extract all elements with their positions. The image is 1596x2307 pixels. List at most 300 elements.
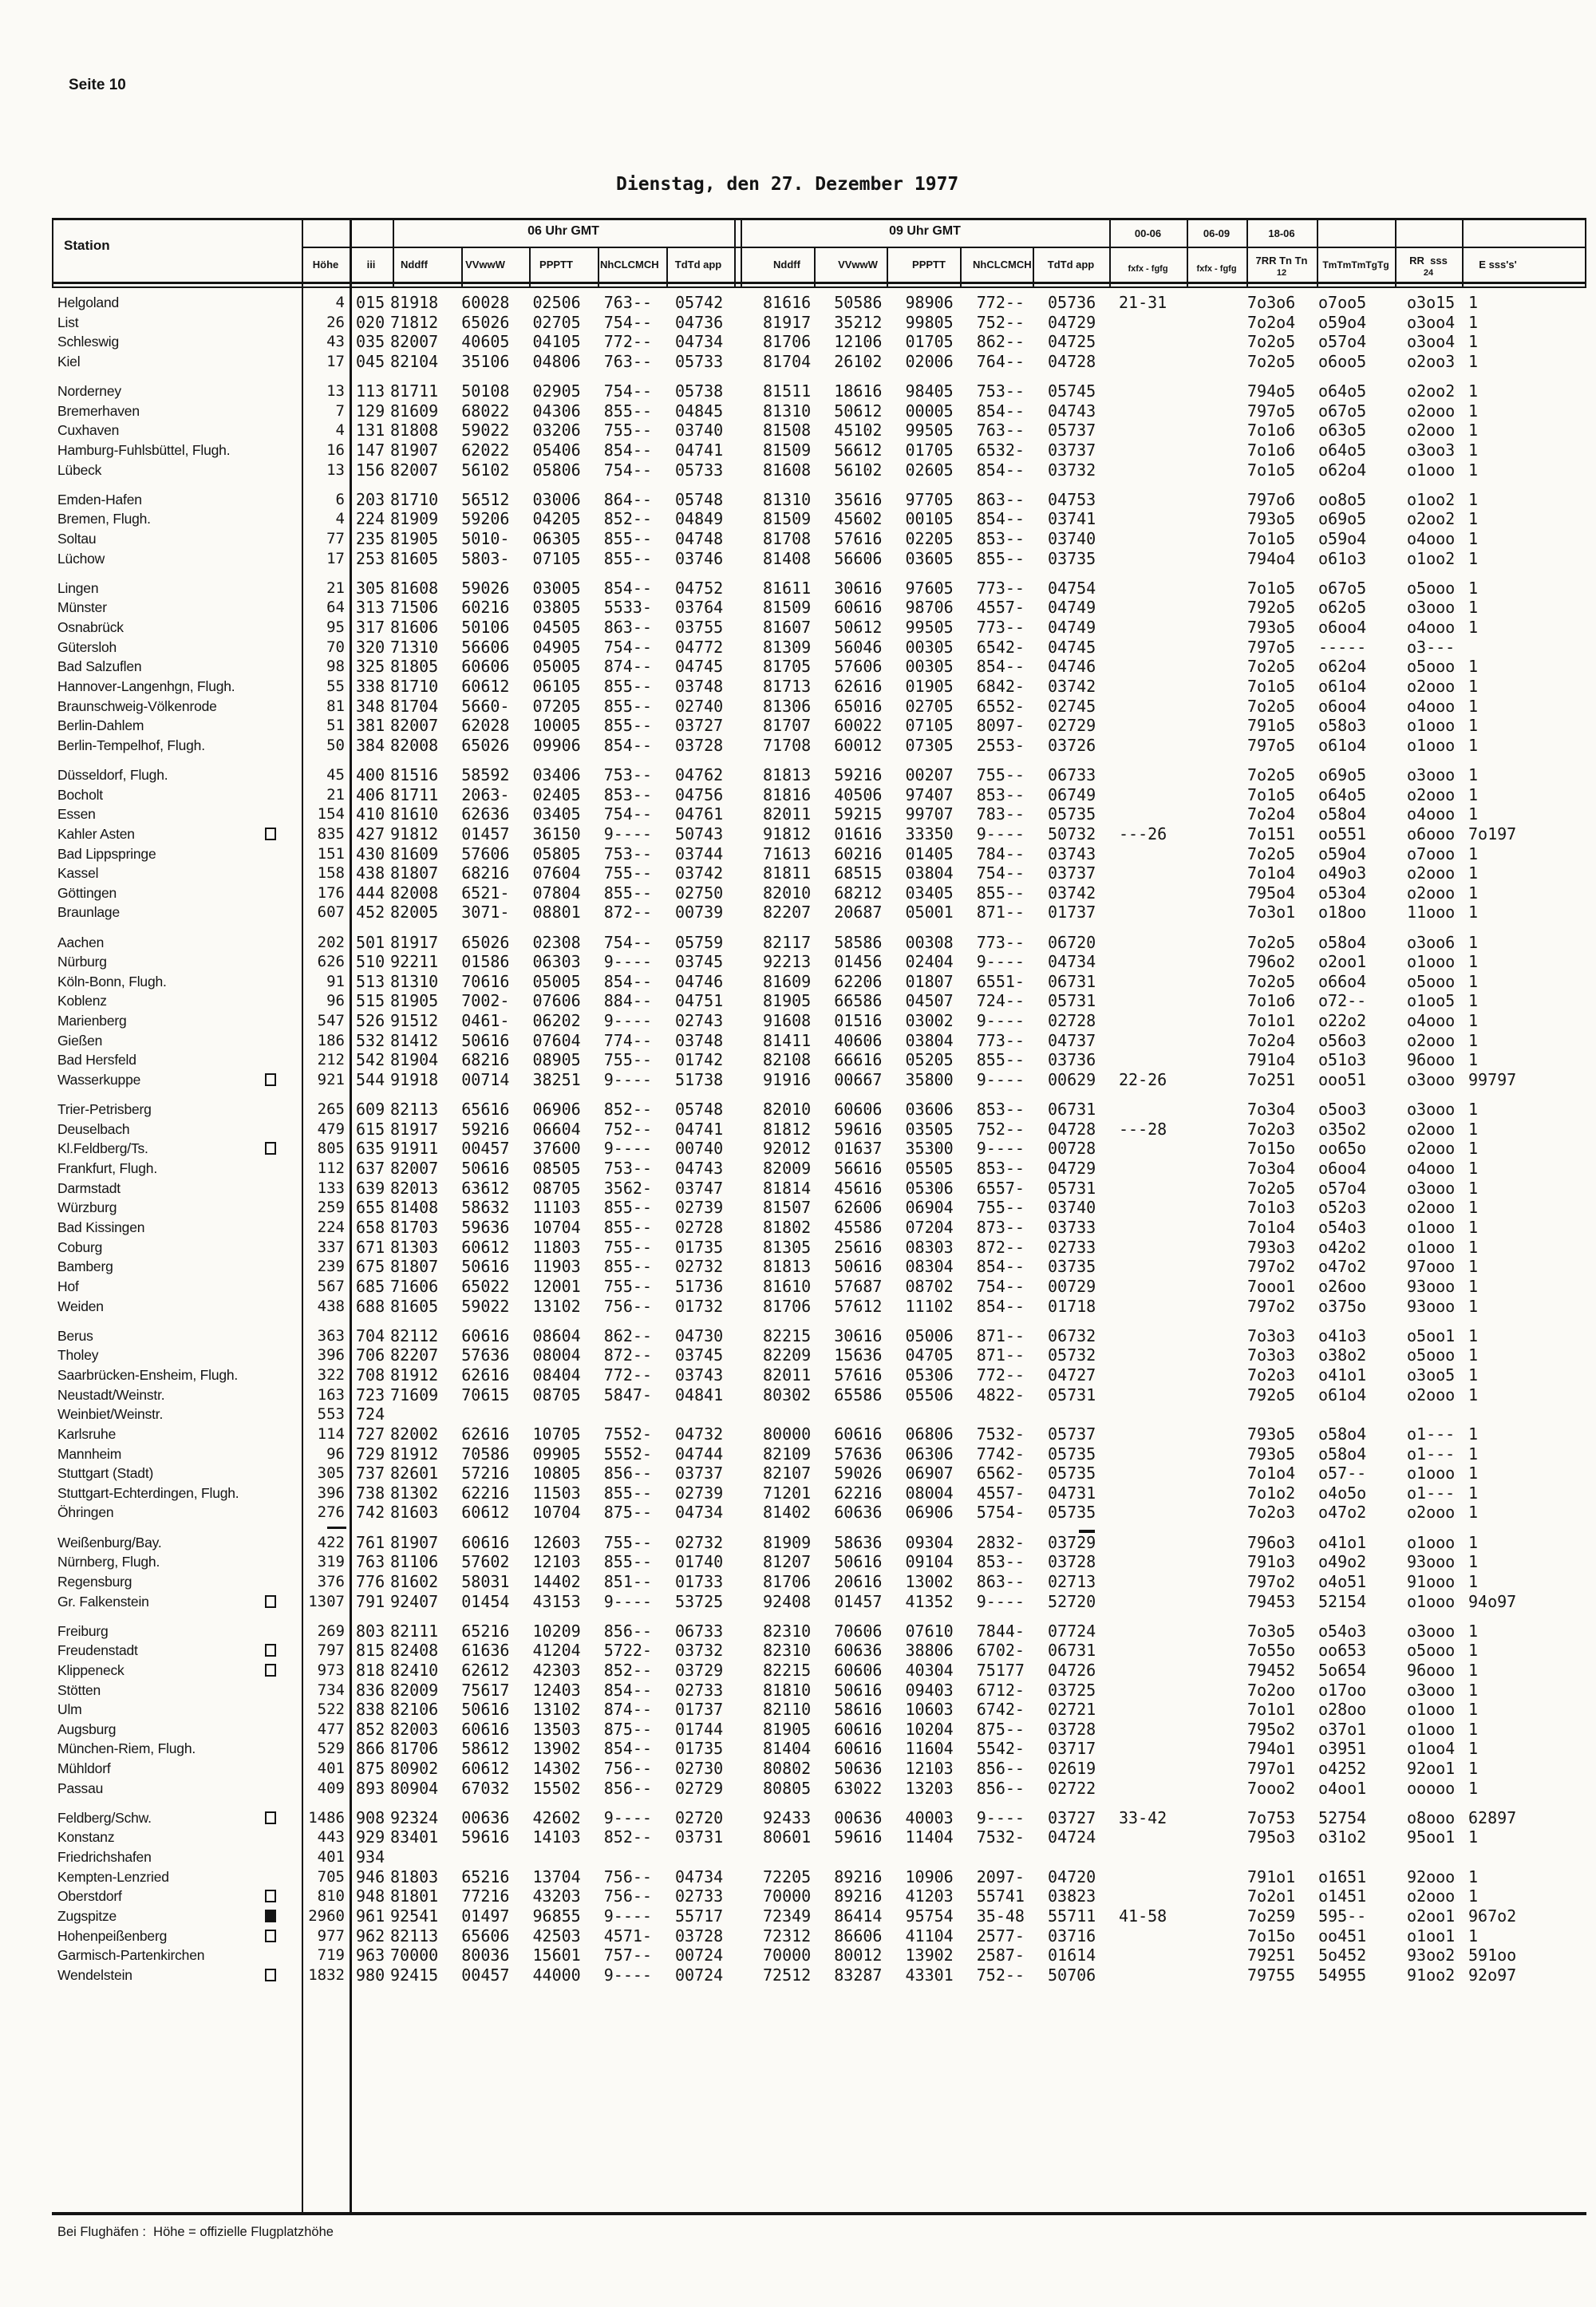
station-name: Essen	[57, 806, 96, 822]
iii-value: 510	[356, 952, 385, 971]
rr7-value: 791o4	[1247, 1050, 1296, 1069]
station-name: Düsseldorf, Flugh.	[57, 767, 168, 783]
hoehe-value: 337	[317, 1238, 345, 1256]
iii-value: 381	[356, 716, 385, 735]
iii-value: 532	[356, 1031, 385, 1050]
obs-06utc: 82408 61636 41204 5722- 03732	[390, 1641, 724, 1660]
fx-00-06-value: 41-58	[1119, 1906, 1167, 1926]
rr24-value: 96ooo	[1407, 1661, 1456, 1680]
hoehe-value: 96	[326, 992, 345, 1009]
obs-06utc: 82113 65616 06906 852-- 05748	[390, 1100, 724, 1119]
iii-value: 406	[356, 785, 385, 804]
rr24-value: o3oo5	[1407, 1365, 1456, 1385]
hoehe-value: 13	[326, 461, 345, 479]
rr24-value: o1oo1	[1407, 1926, 1456, 1946]
tm-value: o41o3	[1318, 1326, 1367, 1345]
tm-value: ooo51	[1318, 1070, 1367, 1089]
hoehe-value: 319	[317, 1553, 345, 1570]
summit-station-square-icon	[265, 1910, 276, 1922]
tm-value: o67o5	[1318, 401, 1367, 421]
e-header: E sss's'	[1479, 259, 1517, 271]
hoehe-value: 977	[317, 1927, 345, 1945]
tm-value: oo653	[1318, 1641, 1367, 1660]
station-name: Kassel	[57, 865, 99, 881]
hoehe-value: 376	[317, 1573, 345, 1590]
tm-value: o1651	[1318, 1867, 1367, 1886]
station-name: Regensburg	[57, 1574, 132, 1590]
hoehe-value: 77	[326, 530, 345, 547]
iii-value: 791	[356, 1592, 385, 1611]
iii-value: 317	[356, 618, 385, 637]
obs-06utc: 81917 59216 06604 752-- 04741	[390, 1120, 724, 1139]
obs-06utc: 81905 5010- 06305 855-- 04748	[390, 529, 724, 548]
rr7-value: 7o753	[1247, 1808, 1296, 1827]
rr24-value: o2ooo	[1407, 785, 1456, 804]
obs-06utc: 82005 3071- 08801 872-- 00739	[390, 903, 724, 922]
station-name: Konstanz	[57, 1829, 115, 1845]
obs-09utc: 81309 56046 00305 6542- 04745	[763, 638, 1096, 657]
e-value: 1	[1468, 1827, 1479, 1847]
rr24-value: 96ooo	[1407, 1050, 1456, 1069]
tdtd-06-header: TdTd app	[674, 259, 722, 271]
e-value: 1	[1468, 1277, 1479, 1296]
rr24-value: o2ooo	[1407, 1139, 1456, 1158]
e-value: 1	[1468, 1661, 1479, 1680]
e-value: 1	[1468, 1139, 1479, 1158]
obs-09utc: 81508 45102 99505 763-- 05737	[763, 421, 1096, 440]
station-name: Wasserkuppe	[57, 1072, 141, 1088]
hoehe-value: 26	[326, 314, 345, 331]
hoehe-value: 547	[317, 1012, 345, 1029]
e-value: 1	[1468, 1198, 1479, 1217]
rr24-value: 91oo2	[1407, 1965, 1456, 1985]
obs-09utc: 81402 60636 06906 5754- 05735	[763, 1503, 1096, 1522]
station-name: Berlin-Dahlem	[57, 717, 144, 733]
rr24-value: o3oo3	[1407, 440, 1456, 460]
e-value: 1	[1468, 1759, 1479, 1778]
footer-note: Bei Flughäfen : Höhe = offizielle Flugplatzhöhe	[57, 2225, 334, 2239]
rr24-value: 11ooo	[1407, 903, 1456, 922]
iii-value: 384	[356, 736, 385, 755]
obs-09utc: 80601 59616 11404 7532- 04724	[763, 1827, 1096, 1847]
rr7-value: 7o259	[1247, 1906, 1296, 1926]
obs-06utc: 92324 00636 42602 9---- 02720	[390, 1808, 724, 1827]
summit-station-square-icon	[265, 1142, 276, 1155]
e-value: 1	[1468, 1681, 1479, 1700]
tm-value: oo451	[1318, 1926, 1367, 1946]
obs-09utc: 81707 60022 07105 8097- 02729	[763, 716, 1096, 735]
rr24-value: 95oo1	[1407, 1827, 1456, 1847]
obs-09utc: 81811 68515 03804 754-- 03737	[763, 863, 1096, 883]
obs-06utc: 92407 01454 43153 9---- 53725	[390, 1592, 724, 1611]
rr7-value: 7o2o5	[1247, 933, 1296, 952]
rr7-value: 7o2o5	[1247, 332, 1296, 351]
obs-09utc: 82209 15636 04705 871-- 05732	[763, 1345, 1096, 1365]
e-value: 1	[1468, 1483, 1479, 1503]
e-value: 1	[1468, 1385, 1479, 1404]
tm-value: o51o3	[1318, 1050, 1367, 1069]
rr7-value: 7o1o5	[1247, 529, 1296, 548]
e-value: 1	[1468, 903, 1479, 922]
tm-value: o7oo5	[1318, 293, 1367, 312]
obs-09utc: 82117 58586 00308 773-- 06720	[763, 933, 1096, 952]
table-top-rule	[52, 218, 1586, 220]
rr7-value: 7o2o5	[1247, 697, 1296, 716]
obs-09utc: 81802 45586 07204 873-- 03733	[763, 1218, 1096, 1237]
rr7-value: 7o2o5	[1247, 844, 1296, 863]
e-value: 967o2	[1468, 1906, 1517, 1926]
hoehe-value: 973	[317, 1661, 345, 1679]
tm-value: o61o4	[1318, 677, 1367, 696]
rr7-value: 7o2o4	[1247, 804, 1296, 824]
obs-09utc: 70000 80012 13902 2587- 01614	[763, 1946, 1096, 1965]
obs-09utc: 81509 56612 01705 6532- 03737	[763, 440, 1096, 460]
iii-value: 742	[356, 1503, 385, 1522]
iii-value: 015	[356, 293, 385, 312]
hoehe-value: 443	[317, 1828, 345, 1846]
iii-value: 737	[356, 1464, 385, 1483]
rr24-value: o2ooo	[1407, 883, 1456, 903]
iii-value: 129	[356, 401, 385, 421]
subcol-line	[598, 247, 599, 288]
e-value: 1	[1468, 332, 1479, 351]
e-value: 1	[1468, 697, 1479, 716]
rr24-value: 91ooo	[1407, 1572, 1456, 1591]
rr24-value: o5ooo	[1407, 1345, 1456, 1365]
tm-value: 5o654	[1318, 1661, 1367, 1680]
rr24-value: o2ooo	[1407, 401, 1456, 421]
iii-value: 203	[356, 490, 385, 509]
obs-09utc: 71708 60012 07305 2553- 03726	[763, 736, 1096, 755]
obs-09utc: 72512 83287 43301 752-- 50706	[763, 1965, 1096, 1985]
rr24-value: o1ooo	[1407, 1700, 1456, 1719]
station-name: Kiel	[57, 354, 81, 369]
station-name: Göttingen	[57, 885, 117, 901]
station-name: Emden-Hafen	[57, 492, 142, 508]
station-name: Klippeneck	[57, 1662, 124, 1678]
iii-value: 727	[356, 1424, 385, 1444]
tm-value: -----	[1318, 638, 1367, 657]
station-name: Kl.Feldberg/Ts.	[57, 1140, 148, 1156]
rr24-value: o2ooo	[1407, 863, 1456, 883]
rr24-value: o2ooo	[1407, 1120, 1456, 1139]
rr24-value: o3ooo	[1407, 765, 1456, 784]
obs-09utc: 81909 58636 09304 2832- 03729	[763, 1533, 1096, 1552]
iii-value: 961	[356, 1906, 385, 1926]
iii-value: 671	[356, 1238, 385, 1257]
tm-value: o6oo4	[1318, 618, 1367, 637]
iii-value: 688	[356, 1297, 385, 1316]
hoehe-value: 16	[326, 441, 345, 459]
obs-06utc: 80902 60612 14302 756-- 02730	[390, 1759, 724, 1778]
obs-09utc: 81917 35212 99805 752-- 04729	[763, 313, 1096, 332]
obs-06utc: 81710 56512 03006 864-- 05748	[390, 490, 724, 509]
e-value: 1	[1468, 460, 1479, 480]
e-value: 1	[1468, 863, 1479, 883]
hoehe-value: 114	[317, 1425, 345, 1443]
obs-09utc: 81509 60616 98706 4557- 04749	[763, 598, 1096, 617]
obs-09utc: 81905 66586 04507 724-- 05731	[763, 991, 1096, 1010]
iii-value: 427	[356, 824, 385, 843]
hoehe-column-header: Höhe	[312, 259, 339, 271]
tm-value: o35o2	[1318, 1120, 1367, 1139]
hoehe-value: 224	[317, 1219, 345, 1236]
obs-06utc: 81907 60616 12603 755-- 02732	[390, 1533, 724, 1552]
station-name: Weinbiet/Weinstr.	[57, 1406, 164, 1422]
rr24-value: o1ooo	[1407, 1592, 1456, 1611]
e-value: 7o197	[1468, 824, 1517, 843]
iii-value: 658	[356, 1218, 385, 1237]
hoehe-value: 438	[317, 1298, 345, 1315]
obs-06utc: 82207 57636 08004 872-- 03745	[390, 1345, 724, 1365]
fx-00-06-value: 21-31	[1119, 293, 1167, 312]
e-value: 1	[1468, 991, 1479, 1010]
obs-06utc: 81918 60028 02506 763-- 05742	[390, 293, 724, 312]
hoehe-value: 1307	[308, 1593, 345, 1610]
subcol-line	[887, 247, 888, 288]
tm-value: o58o4	[1318, 804, 1367, 824]
station-name: Bad Hersfeld	[57, 1052, 136, 1068]
obs-06utc: 81710 60612 06105 855-- 03748	[390, 677, 724, 696]
rr24-header: RR sss 24	[1409, 255, 1448, 278]
iii-value: 708	[356, 1365, 385, 1385]
obs-09utc: 81411 40606 03804 773-- 04737	[763, 1031, 1096, 1050]
e-value: 94o97	[1468, 1592, 1517, 1611]
e-value: 99797	[1468, 1070, 1517, 1089]
header-mid-rule	[302, 247, 1586, 248]
station-name: Braunlage	[57, 904, 120, 920]
tm-value: o59o4	[1318, 529, 1367, 548]
station-name: Ulm	[57, 1701, 82, 1717]
obs-09utc: 81306 65016 02705 6552- 02745	[763, 697, 1096, 716]
obs-06utc: 81603 60612 10704 875-- 04734	[390, 1503, 724, 1522]
rr24-value: 93ooo	[1407, 1297, 1456, 1316]
hoehe-value: 6	[335, 491, 345, 508]
obs-06utc: 92541 01497 96855 9---- 55717	[390, 1906, 724, 1926]
nddff-06-header: Nddff	[401, 259, 428, 271]
period-18-06-header: 18-06	[1268, 227, 1295, 239]
rr7-value: 791o1	[1247, 1867, 1296, 1886]
e-value: 1	[1468, 490, 1479, 509]
rr24-value: o4ooo	[1407, 618, 1456, 637]
rr24-value: o7ooo	[1407, 844, 1456, 863]
rr7-value: 794o4	[1247, 549, 1296, 568]
obs-06utc: 81704 5660- 07205 855-- 02740	[390, 697, 724, 716]
tm-value: o47o2	[1318, 1257, 1367, 1276]
rr7-value: 7o1o4	[1247, 863, 1296, 883]
group-09-header: 09 Uhr GMT	[889, 224, 961, 238]
rr7-value: 7o2o5	[1247, 1179, 1296, 1198]
obs-06utc: 70000 80036 15601 757-- 00724	[390, 1946, 724, 1965]
subcol-line	[960, 247, 962, 288]
rr24-value: o2oo1	[1407, 1906, 1456, 1926]
rr7-value: 7o3o4	[1247, 1100, 1296, 1119]
period-06-09-header: 06-09	[1203, 227, 1231, 239]
iii-value: 035	[356, 332, 385, 351]
iii-value: 515	[356, 991, 385, 1010]
obs-09utc: 81713 62616 01905 6842- 03742	[763, 677, 1096, 696]
e-value: 1	[1468, 1159, 1479, 1178]
obs-09utc: 81905 60616 10204 875-- 03728	[763, 1720, 1096, 1739]
tm-value: o69o5	[1318, 765, 1367, 784]
iii-value: 444	[356, 883, 385, 903]
rr24-value: o1ooo	[1407, 952, 1456, 971]
rr24-value: ooooo	[1407, 1779, 1456, 1798]
obs-09utc: 82108 66616 05205 855-- 03736	[763, 1050, 1096, 1069]
e-value: 1	[1468, 1533, 1479, 1552]
header-right-edge	[1585, 218, 1586, 288]
tm-value: o57o4	[1318, 1179, 1367, 1198]
rr24-value: o3ooo	[1407, 1622, 1456, 1641]
obs-06utc: 81606 50106 04505 863-- 03755	[390, 618, 724, 637]
e-value: 1	[1468, 440, 1479, 460]
e-value: 1	[1468, 1641, 1479, 1660]
obs-06utc: 80904 67032 15502 856-- 02729	[390, 1779, 724, 1798]
rr7-value: 79452	[1247, 1661, 1296, 1680]
rr7-value: 7o151	[1247, 824, 1296, 843]
obs-09utc: 81813 59216 00207 755-- 06733	[763, 765, 1096, 784]
obs-06utc: 83401 59616 14103 852-- 03731	[390, 1827, 724, 1847]
e-value: 1	[1468, 1365, 1479, 1385]
tm-value: o69o5	[1318, 509, 1367, 528]
obs-06utc: 81605 5803- 07105 855-- 03746	[390, 549, 724, 568]
hoehe-value: 96	[326, 1445, 345, 1463]
station-name: Gütersloh	[57, 639, 117, 655]
obs-09utc: 81310 35616 97705 863-- 04753	[763, 490, 1096, 509]
obs-06utc: 81801 77216 43203 756-- 02733	[390, 1886, 724, 1906]
tm-value: o56o3	[1318, 1031, 1367, 1050]
rr7-value: 795o3	[1247, 1827, 1296, 1847]
iii-value: 963	[356, 1946, 385, 1965]
station-name: Garmisch-Partenkirchen	[57, 1947, 205, 1963]
iii-value: 224	[356, 509, 385, 528]
fx-00-06-value: ---26	[1119, 824, 1167, 843]
subcol-line	[529, 247, 531, 288]
hoehe-value: 522	[317, 1701, 345, 1718]
station-name: Lingen	[57, 580, 99, 596]
hoehe-value: 163	[317, 1386, 345, 1404]
iii-value: 818	[356, 1661, 385, 1680]
hoehe-value: 7	[335, 402, 345, 420]
iii-value: 946	[356, 1867, 385, 1886]
obs-06utc: 91911 00457 37600 9---- 00740	[390, 1139, 724, 1158]
hoehe-value: 51	[326, 717, 345, 734]
hoehe-value: 626	[317, 953, 345, 970]
iii-value: 723	[356, 1385, 385, 1404]
obs-06utc: 81912 62616 08404 772-- 03743	[390, 1365, 724, 1385]
hoehe-value: 202	[317, 934, 345, 951]
rr7-value: 795o4	[1247, 883, 1296, 903]
rr24-value: o2ooo	[1407, 1886, 1456, 1906]
station-name: Stuttgart (Stadt)	[57, 1465, 154, 1481]
station-name: Münster	[57, 599, 107, 615]
hoehe-value: 95	[326, 618, 345, 636]
rr24-value: o2oo3	[1407, 352, 1456, 371]
hoehe-value: 45	[326, 766, 345, 784]
tm-value: 52754	[1318, 1808, 1367, 1827]
station-name: Tholey	[57, 1347, 99, 1363]
station-name: Aachen	[57, 934, 105, 950]
rr24-value: o2ooo	[1407, 1198, 1456, 1217]
obs-06utc: 81106 57602 12103 855-- 01740	[390, 1552, 724, 1571]
hoehe-value: 239	[317, 1258, 345, 1275]
obs-09utc: 81816 40506 97407 853-- 06749	[763, 785, 1096, 804]
e-value: 92o97	[1468, 1965, 1517, 1985]
e-value: 1	[1468, 381, 1479, 401]
iii-value: 131	[356, 421, 385, 440]
iii-value: 113	[356, 381, 385, 401]
rr24-value: o1oo5	[1407, 991, 1456, 1010]
obs-09utc: 81708 57616 02205 853-- 03740	[763, 529, 1096, 548]
subcol-line	[814, 247, 816, 288]
obs-06utc: 82007 62028 10005 855-- 03727	[390, 716, 724, 735]
tm-value: 5o452	[1318, 1946, 1367, 1965]
e-value: 1	[1468, 618, 1479, 637]
obs-09utc: 91608 01516 03002 9---- 02728	[763, 1011, 1096, 1030]
obs-06utc: 81905 7002- 07606 884-- 04751	[390, 991, 724, 1010]
obs-06utc: 81609 57606 05805 753-- 03744	[390, 844, 724, 863]
hoehe-value: 4	[335, 421, 345, 439]
iii-value: 836	[356, 1681, 385, 1700]
hoehe-value: 151	[317, 845, 345, 863]
rr7-header: 7RR Tn Tn 12	[1255, 255, 1308, 278]
obs-09utc: 82110 58616 10603 6742- 02721	[763, 1700, 1096, 1719]
tm-value: o52o3	[1318, 1198, 1367, 1217]
rr7-value: 7o3o3	[1247, 1326, 1296, 1345]
tm-value: o6oo5	[1318, 352, 1367, 371]
tm-value: o47o2	[1318, 1503, 1367, 1522]
obs-06utc: 82601 57216 10805 856-- 03737	[390, 1464, 724, 1483]
obs-06utc: 82113 65606 42503 4571- 03728	[390, 1926, 724, 1946]
iii-value: 655	[356, 1198, 385, 1217]
e-value: 1	[1468, 804, 1479, 824]
obs-06utc: 82111 65216 10209 856-- 06733	[390, 1622, 724, 1641]
rr7-value: 7o1o6	[1247, 421, 1296, 440]
subcol-line	[666, 247, 668, 288]
obs-09utc: 81706 12106 01705 862-- 04725	[763, 332, 1096, 351]
obs-06utc: 91512 0461- 06202 9---- 02743	[390, 1011, 724, 1030]
iii-value: 615	[356, 1120, 385, 1139]
hoehe-value: 186	[317, 1032, 345, 1049]
rr7-value: 791o3	[1247, 1552, 1296, 1571]
obs-06utc: 82008 65026 09906 854-- 03728	[390, 736, 724, 755]
tm-value: o59o4	[1318, 313, 1367, 332]
hoehe-value: 477	[317, 1720, 345, 1738]
rr7-value: 7o2oo	[1247, 1681, 1296, 1700]
station-name: Bad Lippspringe	[57, 846, 156, 862]
station-name: Bocholt	[57, 787, 103, 803]
iii-value: 338	[356, 677, 385, 696]
obs-06utc: 71812 65026 02705 754-- 04736	[390, 313, 724, 332]
obs-09utc: 81814 45616 05306 6557- 05731	[763, 1179, 1096, 1198]
iii-value: 635	[356, 1139, 385, 1158]
station-name: Köln-Bonn, Flugh.	[57, 974, 167, 990]
ppptt-09-header: PPPTT	[912, 259, 946, 271]
e-value: 1	[1468, 529, 1479, 548]
rr7-value: 796o2	[1247, 952, 1296, 971]
e-value: 1	[1468, 1100, 1479, 1119]
hoehe-value: 269	[317, 1622, 345, 1640]
hoehe-value: 409	[317, 1780, 345, 1797]
obs-09utc: 82310 70606 07610 7844- 07724	[763, 1622, 1096, 1641]
obs-09utc: 82207 20687 05001 871-- 01737	[763, 903, 1096, 922]
hoehe-value: 64	[326, 598, 345, 616]
hoehe-value: 553	[317, 1405, 345, 1423]
obs-09utc: 71201 62216 08004 4557- 04731	[763, 1483, 1096, 1503]
summit-station-square-icon	[265, 1811, 276, 1824]
summit-station-square-icon	[265, 1930, 276, 1942]
e-value: 1	[1468, 1700, 1479, 1719]
